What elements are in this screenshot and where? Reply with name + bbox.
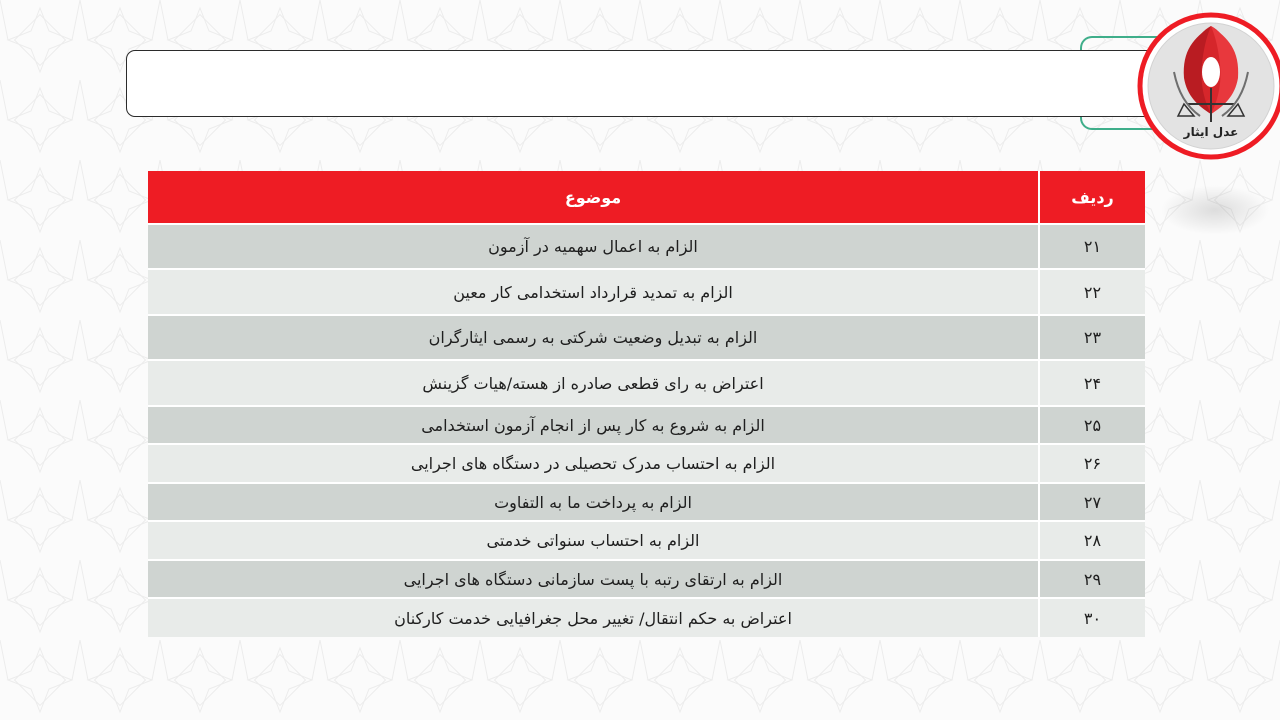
table-row [148,406,1145,444]
row-topic: الزام به تبدیل وضعیت شرکتی به رسمی ایثارگران [148,315,1039,360]
row-topic: الزام به احتساب سنواتی خدمتی [148,521,1039,560]
row-topic: الزام به پرداخت ما به التفاوت [148,483,1039,521]
row-number: ۲۱ [1039,224,1145,269]
row-topic: الزام به تمدید قرارداد استخدامی کار معین [148,269,1039,315]
row-number: ۲۳ [1039,315,1145,360]
logo-shadow [1160,185,1270,235]
title-box [126,50,1166,117]
row-number: ۲۷ [1039,483,1145,521]
logo-text: عدل ایثار [1183,125,1239,139]
row-topic: الزام به شروع به کار پس از انجام آزمون استخدامی [148,406,1039,444]
row-topic: الزام به اعمال سهمیه در آزمون [148,224,1039,269]
row-number: ۲۲ [1039,269,1145,315]
table-row [148,560,1145,598]
row-topic: الزام به احتساب مدرک تحصیلی در دستگاه های اجرایی [148,444,1039,483]
table-header-row [148,171,1145,224]
topics-table [148,171,1145,637]
table-row [148,224,1145,269]
tulip-scales-logo-icon [1134,0,1280,172]
table-row [148,598,1145,637]
table-row [148,360,1145,406]
table-row [148,269,1145,315]
row-number: ۲۵ [1039,406,1145,444]
row-number: ۲۴ [1039,360,1145,406]
table-row [148,315,1145,360]
row-number: ۲۸ [1039,521,1145,560]
header-number: ردیف [1039,171,1145,224]
row-topic: اعتراض به حکم انتقال/ تغییر محل جغرافیایی خدمت کارکنان [148,598,1039,637]
table-row [148,444,1145,483]
row-topic: اعتراض به رای قطعی صادره از هسته/هیات گزینش [148,360,1039,406]
table-row [148,483,1145,521]
header-topic: موضوع [148,171,1039,224]
row-number: ۲۹ [1039,560,1145,598]
table-row [148,521,1145,560]
row-topic: الزام به ارتقای رتبه با پست سازمانی دستگاه های اجرایی [148,560,1039,598]
row-number: ۲۶ [1039,444,1145,483]
row-number: ۳۰ [1039,598,1145,637]
